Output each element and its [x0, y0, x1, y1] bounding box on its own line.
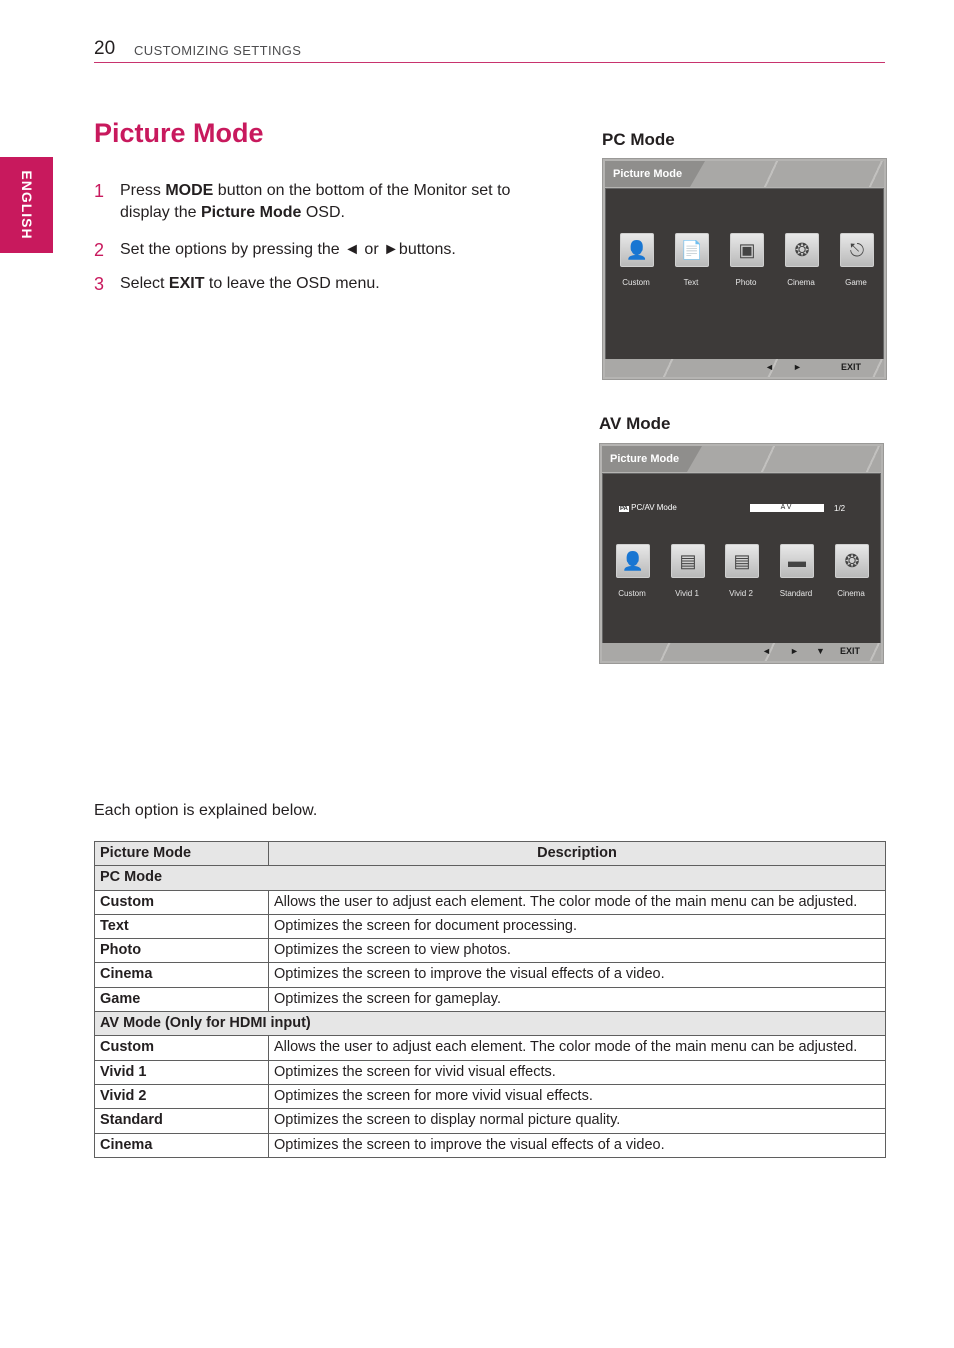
down-arrow-icon[interactable]: ▼	[816, 646, 825, 656]
table-row: Vivid 2 Optimizes the screen for more vivid visual effects.	[95, 1084, 886, 1108]
table-intro: Each option is explained below.	[94, 802, 318, 819]
person-icon[interactable]: 👤	[616, 544, 650, 578]
option-label: Vivid 1	[675, 589, 699, 598]
osd-body	[605, 188, 884, 360]
screen-icon[interactable]: ▤	[671, 544, 705, 578]
table-row: Cinema Optimizes the screen to improve the visual effects of a video.	[95, 963, 886, 987]
step-1: 1 Press MODE button on the bottom of the Monitor set to display the Picture Mode OSD.	[94, 181, 511, 221]
picture-mode-keyword: Picture Mode	[200, 204, 302, 221]
option-label: Custom	[622, 278, 650, 287]
right-arrow-icon[interactable]: ►	[793, 362, 802, 372]
table-row: Photo Optimizes the screen to view photos.	[95, 939, 886, 963]
pc-av-mode-value[interactable]: AV	[750, 504, 824, 512]
table-row: Game Optimizes the screen for gameplay.	[95, 987, 886, 1011]
pc-mode-label: PC Mode	[602, 130, 675, 149]
table-header-row	[95, 842, 886, 866]
left-arrow-icon[interactable]: ◄	[762, 646, 771, 656]
option-label: Cinema	[787, 278, 815, 287]
step-number: 1	[94, 181, 105, 201]
osd-title: Picture Mode	[613, 168, 683, 180]
pc-mode-osd	[602, 158, 887, 380]
option-label: Text	[683, 278, 699, 287]
table-row: Text Optimizes the screen for document processing.	[95, 914, 886, 938]
exit-button[interactable]: EXIT	[841, 362, 862, 372]
film-reel-icon[interactable]: ❂	[835, 544, 869, 578]
av-mode-label: AV Mode	[599, 414, 671, 433]
section-title: CUSTOMIZING SETTINGS	[134, 43, 302, 58]
osd-footer	[602, 643, 881, 661]
column-header: Picture Mode	[95, 842, 269, 866]
page-title: Picture Mode	[94, 118, 264, 148]
header-divider	[94, 62, 885, 63]
screen-icon[interactable]: ▤	[725, 544, 759, 578]
table-row: Standard Optimizes the screen to display normal picture quality.	[95, 1109, 886, 1133]
pc-av-mode-row	[619, 503, 677, 512]
table-row: Custom Allows the user to adjust each element. The color mode of the main menu can be adjusted.	[95, 890, 886, 914]
option-label: Standard	[779, 589, 813, 598]
group-label: AV Mode (Only for HDMI input)	[95, 1012, 886, 1036]
osd-titlebar	[605, 161, 884, 187]
exit-keyword: EXIT	[168, 275, 205, 292]
gamepad-icon[interactable]: ⎋	[840, 233, 874, 267]
column-header: Description	[269, 842, 886, 866]
option-label: Vivid 2	[729, 589, 753, 598]
language-tab	[0, 157, 53, 253]
table-group-row	[95, 1012, 886, 1036]
picture-mode-table	[94, 841, 886, 1158]
photo-icon[interactable]: ▣	[730, 233, 764, 267]
step-number: 2	[94, 240, 105, 260]
group-label: PC Mode	[95, 866, 886, 890]
right-arrow-icon[interactable]: ►	[790, 646, 799, 656]
screen-icon[interactable]: ▬	[780, 544, 814, 578]
page-number: 20	[94, 38, 116, 59]
pc-av-mode-label: PC/AV Mode	[631, 503, 677, 512]
person-icon[interactable]: 👤	[620, 233, 654, 267]
page-indicator: 1/2	[834, 504, 846, 513]
language-tab-label: ENGLISH	[18, 170, 35, 240]
left-arrow-icon[interactable]: ◄	[765, 362, 774, 372]
option-label: Game	[845, 278, 867, 287]
option-label: Custom	[618, 589, 646, 598]
table-row: Custom Allows the user to adjust each element. The color mode of the main menu can be adjusted.	[95, 1036, 886, 1060]
option-label: Photo	[735, 278, 757, 287]
table-row: Vivid 1 Optimizes the screen for vivid visual effects.	[95, 1060, 886, 1084]
option-label: Cinema	[837, 589, 865, 598]
av-mode-osd	[599, 443, 884, 664]
table-group-row	[95, 866, 886, 890]
osd-title: Picture Mode	[610, 453, 680, 465]
table-row: Cinema Optimizes the screen to improve the visual effects of a video.	[95, 1133, 886, 1157]
step-number: 3	[94, 274, 105, 294]
osd-body	[602, 473, 881, 645]
step-3: 3 Select EXIT to leave the OSD menu.	[94, 274, 380, 294]
film-reel-icon[interactable]: ❂	[785, 233, 819, 267]
osd-titlebar	[602, 446, 881, 472]
exit-button[interactable]: EXIT	[840, 646, 861, 656]
osd-footer	[605, 359, 884, 377]
mode-keyword: MODE	[165, 182, 214, 199]
document-icon[interactable]: 📄	[675, 233, 709, 267]
pa-icon: PA	[620, 506, 628, 512]
step-2: 2 Set the options by pressing the ◄ or ►buttons.	[94, 240, 456, 260]
